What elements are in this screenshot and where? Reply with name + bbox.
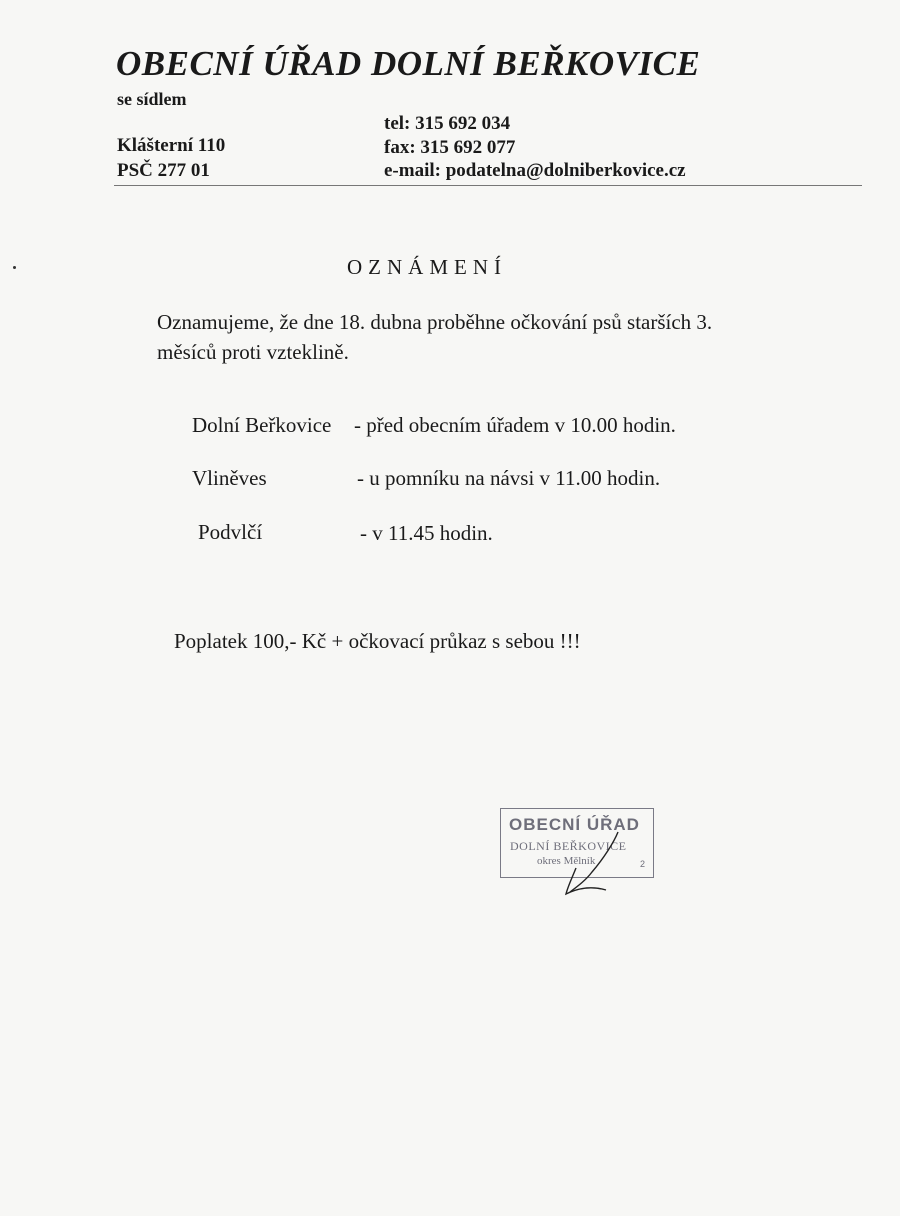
stamp-number: 2 [639,859,645,869]
location-name: Podvlčí [198,520,263,544]
postcode: PSČ 277 01 [117,160,210,181]
margin-speck [13,266,16,269]
fee-note: Poplatek 100,- Kč + očkovací průkaz s sebou !!! [174,629,581,653]
fax-number: fax: 315 692 077 [384,137,516,158]
location-detail: - u pomníku na návsi v 11.00 hodin. [357,466,661,490]
header-divider [114,185,862,186]
stamp-line-district: okres Mělník [537,855,596,867]
location-name: Dolní Beřkovice [192,413,332,437]
notice-heading: OZNÁMENÍ [347,255,507,279]
office-title: OBECNÍ ÚŘAD DOLNÍ BEŘKOVICE [116,44,701,83]
location-detail: - před obecním úřadem v 10.00 hodin. [354,413,676,437]
street-address: Klášterní 110 [117,135,226,156]
email-address: e-mail: podatelna@dolniberkovice.cz [384,160,686,181]
stamp-line-office: OBECNÍ ÚŘAD [509,815,640,834]
location-detail: - v 11.45 hodin. [360,521,493,545]
phone-number: tel: 315 692 034 [384,113,511,134]
notice-intro: Oznamujeme, že dne 18. dubna proběhne očkování psů starších 3. měsíců proti vzteklině. [157,310,713,364]
seat-label: se sídlem [117,89,187,109]
signature-icon [556,828,646,900]
stamp-line-village: DOLNÍ BEŘKOVICE [510,839,627,853]
location-name: Vliněves [192,466,267,490]
